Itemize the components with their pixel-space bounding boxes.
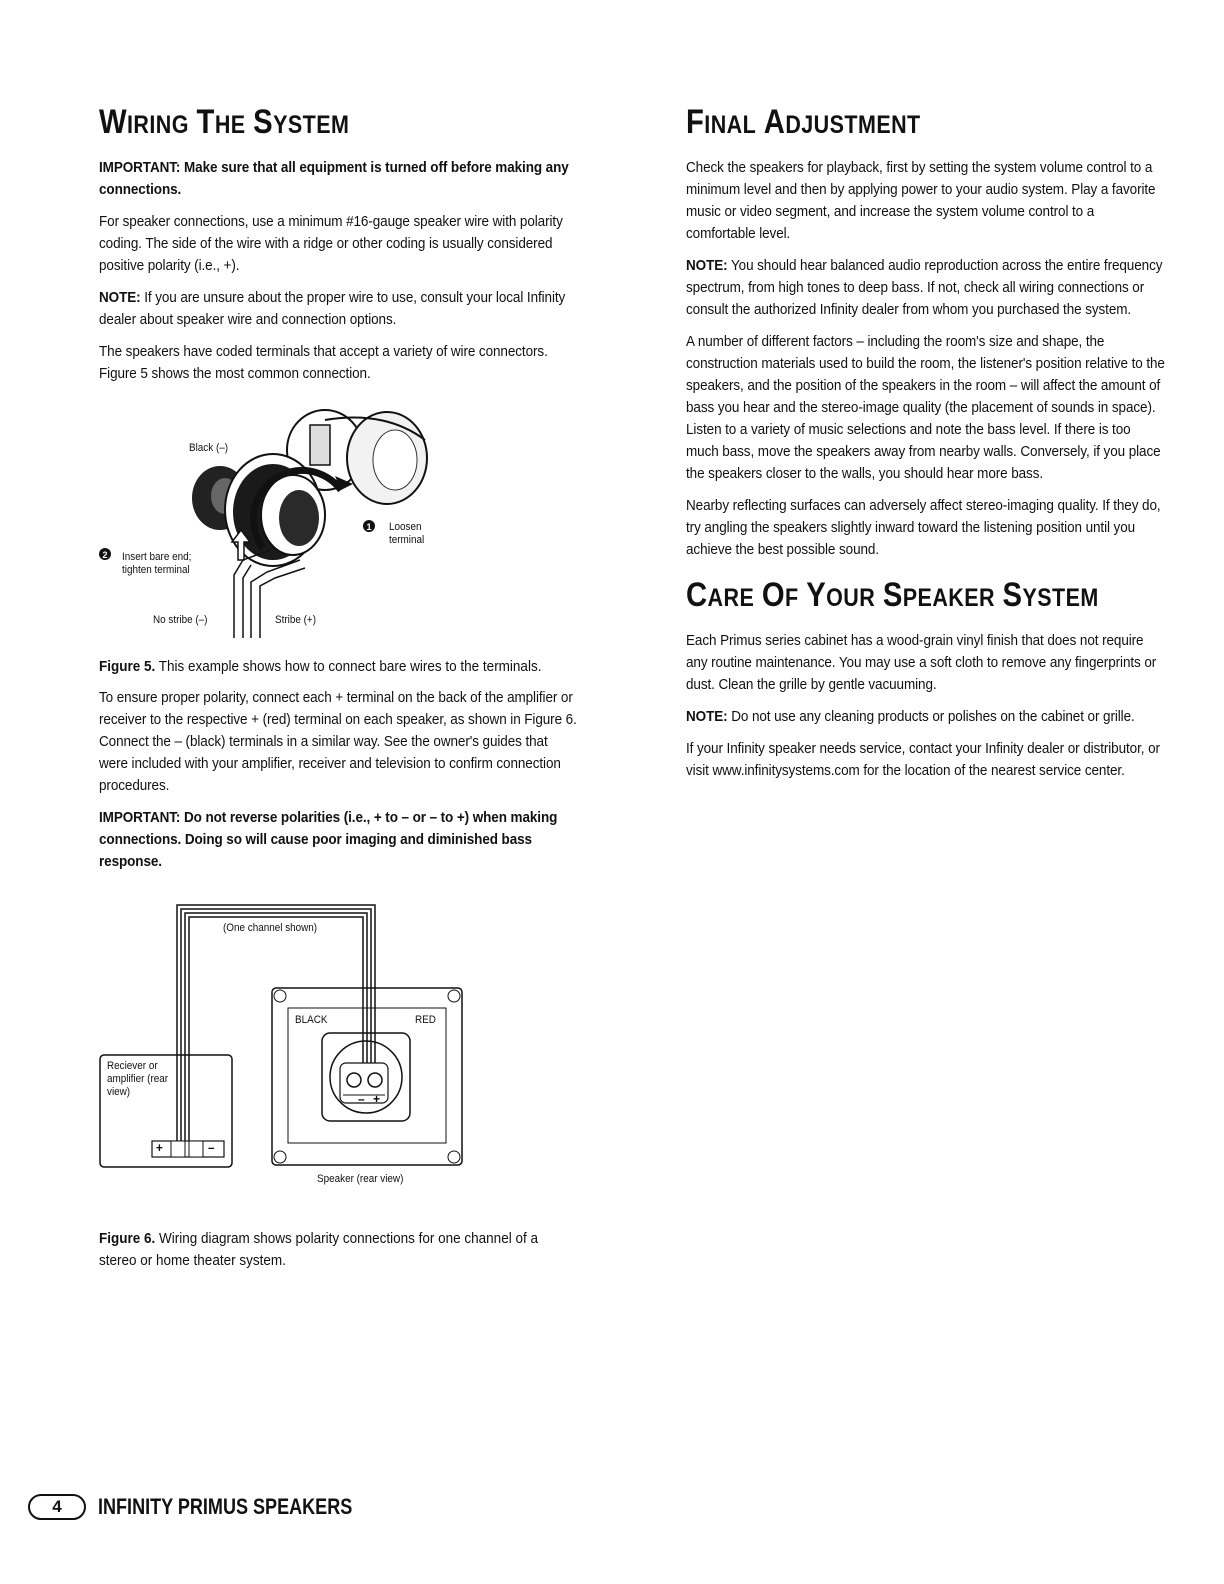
figure-6-diagram [95,900,475,1200]
insert-bare-end-label: Insert bare end; tighten terminal [122,551,192,576]
loosen-terminal-label: Loosen terminal [389,521,425,546]
figure-5-illustration [95,400,575,645]
black-terminal-text: BLACK [295,1014,328,1026]
terminals-paragraph: The speakers have coded terminals that accept a variety of wire connectors. Figure 5 shows the most common connection. [99,343,548,382]
speaker-plus-sign: + [373,1092,381,1106]
one-channel-label: (One channel shown) [223,922,318,934]
receiver-plus-sign: + [156,1140,163,1155]
right-column [686,104,1166,792]
important-notice-2: IMPORTANT: Do not reverse polarities (i.e., + to – or – to +) when making connections. Doing so will cause poor imaging and diminished bass response. [99,809,558,870]
stripe-label: Stribe (+) [275,614,316,626]
wiring-diagram [95,900,475,1200]
figure-6-caption: Figure 6. Wiring diagram shows polarity connections for one channel of a stereo or home theater system. [99,1230,538,1269]
left-column [99,104,579,395]
red-terminal-text: RED [415,1014,436,1026]
bass-factors-paragraph: A number of different factors – including the room's size and shape, the construction materials used to build the room, the listener's position relative to the speakers, and the position of the speakers in the room – will affect the amount of bass you hear and the stereo-image quality (the placement of sounds in space). Listen to a variety of music selections and note the bass level. If there is too much bass, move the speakers away from nearby walls. Conversely, if you place the speakers closer to the walls, you should hear more bass. [686,333,1165,482]
polarity-section [99,687,579,883]
cabinet-finish-paragraph: Each Primus series cabinet has a wood-grain vinyl finish that does not require any routine maintenance. You may use a soft cloth to remove any fingerprints or dust. Clean the grille by gentle vacuuming. [686,632,1157,693]
page-number: 4 [28,1494,86,1520]
playback-paragraph: Check the speakers for playback, first by setting the system volume control to a minimum level and then by applying power to your audio system. Play a favorite music or video segment, and increase the system volume control to a comfortable level. [686,159,1156,242]
speaker-minus-sign: – [358,1092,365,1106]
service-paragraph: If your Infinity speaker needs service, contact your Infinity dealer or distributor, or visit www.infinitysystems.com for the location of the nearest service center. [686,740,1160,779]
terminal-illustration [95,400,575,645]
reflecting-surfaces-paragraph: Nearby reflecting surfaces can adversely affect stereo-imaging quality. If they do, try angling the speakers slightly inward toward the listening position until you achieve the best possible sound. [686,497,1161,558]
final-adjustment-heading: FINAL ADJUSTMENT [686,103,921,141]
footer-title: INFINITY PRIMUS SPEAKERS [98,1494,353,1519]
care-heading: CARE OF YOUR SPEAKER SYSTEM [686,576,1099,614]
note-cleaning: NOTE: Do not use any cleaning products or polishes on the cabinet or grille. [686,708,1135,725]
receiver-minus-sign: – [208,1140,215,1155]
wiring-heading: WIRING THE SYSTEM [99,103,350,141]
polarity-paragraph: To ensure proper polarity, connect each + terminal on the back of the amplifier or receiver to the respective + (red) terminal on each speaker, as shown in Figure 6. Connect the – (black) terminals in a similar way. See the owner's guides that were included with your amplifier, receiver and television to confirm connection procedures. [99,689,577,794]
receiver-label: Reciever or amplifier (rear view) [107,1060,169,1098]
black-terminal-label: Black (–) [189,442,229,454]
figure-5-caption: Figure 5. This example shows how to connect bare wires to the terminals. [99,658,542,675]
step-1-marker: 1 [366,522,372,532]
speaker-rear-label: Speaker (rear view) [317,1173,404,1185]
note-wire-paragraph: NOTE: If you are unsure about the proper wire to use, consult your local Infinity dealer about speaker wire and connection options. [99,289,566,328]
no-stripe-label: No stribe (–) [153,614,208,626]
important-notice-1: IMPORTANT: Make sure that all equipment is turned off before making any connections. [99,159,569,198]
page-footer [28,1494,408,1520]
step-2-marker: 2 [102,550,108,560]
note-balanced-audio: NOTE: You should hear balanced audio reproduction across the entire frequency spectrum, from high tones to deep bass. If not, check all wiring connections or consult the authorized Infinity dealer from whom you purchased the system. [686,257,1163,318]
wire-gauge-paragraph: For speaker connections, use a minimum #16-gauge speaker wire with polarity coding. The side of the wire with a ridge or other coding is usually considered positive polarity (i.e., +). [99,213,563,274]
